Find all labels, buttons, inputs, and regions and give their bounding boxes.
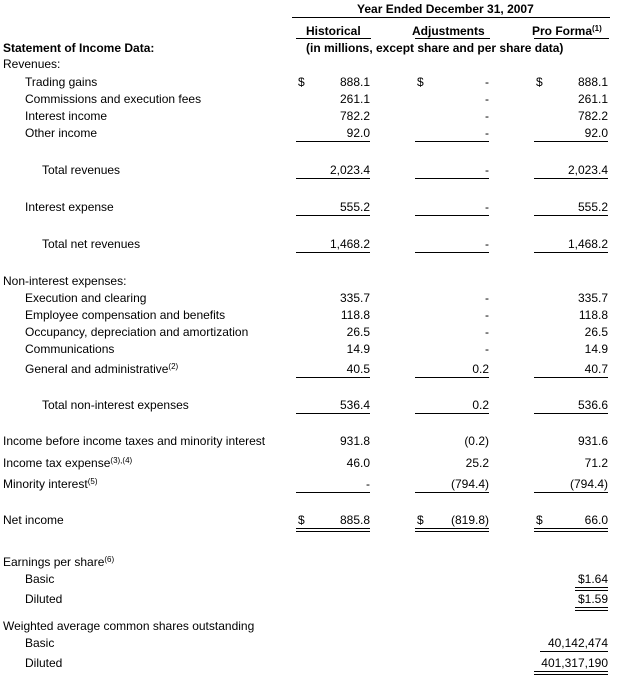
double-underline-rule xyxy=(534,531,608,532)
underline-rule xyxy=(415,377,489,378)
row-label xyxy=(3,555,114,569)
col-adjustments-underline xyxy=(415,38,490,39)
value-pf: 536.6 xyxy=(577,398,608,412)
currency-hist: $ xyxy=(298,513,305,527)
row-label-text: Diluted xyxy=(25,656,63,670)
value-adj: - xyxy=(485,126,489,140)
value-hist: 92.0 xyxy=(346,126,370,140)
row-label xyxy=(25,308,225,322)
value-pf: 888.1 xyxy=(577,75,608,89)
value-adj: - xyxy=(485,325,489,339)
currency-pf: $ xyxy=(536,513,543,527)
underline-rule xyxy=(296,413,370,414)
underline-rule xyxy=(415,252,489,253)
row-label-text: Communications xyxy=(25,342,115,356)
row-label-text: Basic xyxy=(25,636,55,650)
value-adj: (819.8) xyxy=(450,513,489,527)
row-label xyxy=(25,362,178,376)
row-label xyxy=(42,237,140,251)
value-adj: - xyxy=(485,237,489,251)
value-hist: 335.7 xyxy=(339,291,370,305)
value-pf: 335.7 xyxy=(577,291,608,305)
value-adj: - xyxy=(485,75,489,89)
row-label-text: Employee compensation and benefits xyxy=(25,308,226,322)
row-label xyxy=(3,456,132,470)
underline-rule xyxy=(415,528,489,529)
row-label-text: Non-interest expenses: xyxy=(3,274,127,288)
row-label xyxy=(25,109,107,123)
col-proforma-underline xyxy=(534,38,609,39)
double-underline-rule xyxy=(534,674,608,675)
underline-rule xyxy=(534,215,608,216)
row-label xyxy=(25,636,54,650)
row-label-text: Total revenues xyxy=(42,163,121,177)
value-pf: 118.8 xyxy=(578,308,608,322)
underline-rule xyxy=(415,141,489,142)
col-proforma-footnote: (1) xyxy=(592,24,602,33)
row-label-text: Weighted average common shares outstanding xyxy=(3,619,255,633)
row-label xyxy=(25,572,54,586)
value-hist: 14.9 xyxy=(346,342,370,356)
value-adj: - xyxy=(485,200,489,214)
underline-rule xyxy=(415,215,489,216)
value-hist: 26.5 xyxy=(346,325,370,339)
value-hist: 536.4 xyxy=(339,398,370,412)
value-pf: $1.64 xyxy=(577,572,608,586)
row-label xyxy=(42,398,189,412)
row-label-text: Revenues: xyxy=(3,57,61,71)
value-adj: - xyxy=(485,109,489,123)
row-label xyxy=(25,325,248,339)
value-hist: 885.8 xyxy=(339,513,370,527)
value-hist: 46.0 xyxy=(346,456,370,470)
underline-rule xyxy=(296,141,370,142)
underline-rule xyxy=(296,178,370,179)
value-pf: 40.7 xyxy=(584,362,608,376)
value-pf: 66.0 xyxy=(584,513,608,527)
value-adj: 0.2 xyxy=(472,362,489,376)
row-label xyxy=(3,619,254,633)
row-label-text: Earnings per share xyxy=(3,555,105,569)
footnote-ref: (5) xyxy=(87,477,98,486)
row-label-text: Commissions and execution fees xyxy=(25,92,202,106)
value-adj: 25.2 xyxy=(465,456,489,470)
units-note: (in millions, except share and per share data) xyxy=(306,41,564,55)
currency-adj: $ xyxy=(417,513,424,527)
underline-rule xyxy=(415,178,489,179)
row-label xyxy=(25,592,62,606)
row-label-text: Basic xyxy=(25,572,55,586)
value-pf: 71.2 xyxy=(584,456,608,470)
value-hist: - xyxy=(366,477,370,491)
row-label xyxy=(3,434,265,448)
footnote-ref: (6) xyxy=(104,555,115,564)
underline-rule xyxy=(415,492,489,493)
double-underline-rule xyxy=(575,590,608,591)
value-hist: 261.1 xyxy=(339,92,370,106)
value-pf: 261.1 xyxy=(577,92,608,106)
currency-adj: $ xyxy=(417,75,424,89)
row-label-text: Income before income taxes and minority interest xyxy=(3,434,266,448)
col-adjustments: Adjustments xyxy=(412,24,485,38)
row-label xyxy=(3,57,60,71)
value-pf: $1.59 xyxy=(577,592,608,606)
row-label-text: Minority interest xyxy=(3,477,88,491)
value-hist: 888.1 xyxy=(339,75,370,89)
period-underline xyxy=(292,17,610,18)
value-pf: 92.0 xyxy=(584,126,608,140)
currency-hist: $ xyxy=(298,75,305,89)
underline-rule xyxy=(296,492,370,493)
value-hist: 40.5 xyxy=(346,362,370,376)
value-adj: 0.2 xyxy=(472,398,489,412)
underline-rule xyxy=(534,178,608,179)
underline-rule xyxy=(575,607,608,608)
row-label xyxy=(25,656,62,670)
row-label xyxy=(42,163,120,177)
underline-rule xyxy=(575,587,608,588)
value-pf: 555.2 xyxy=(577,200,608,214)
col-proforma: Pro Forma$^{(1)}$ xyxy=(532,24,602,38)
value-pf: 26.5 xyxy=(584,325,608,339)
underline-rule xyxy=(296,215,370,216)
underline-rule xyxy=(415,413,489,414)
value-hist: 1,468.2 xyxy=(329,237,370,251)
row-label-text: Diluted xyxy=(25,592,63,606)
value-adj: - xyxy=(485,92,489,106)
underline-rule xyxy=(296,528,370,529)
row-label-text: Total net revenues xyxy=(42,237,141,251)
row-label-text: Interest income xyxy=(25,109,108,123)
underline-rule xyxy=(534,528,608,529)
row-label-text: Total non-interest expenses xyxy=(42,398,189,412)
value-pf: 782.2 xyxy=(577,109,608,123)
underline-rule xyxy=(534,141,608,142)
value-pf: 2,023.4 xyxy=(567,163,608,177)
footnote-ref: (3),(4) xyxy=(110,456,133,465)
row-label xyxy=(25,126,97,140)
row-label-text: Execution and clearing xyxy=(25,291,147,305)
value-pf: 40,142,474 xyxy=(547,636,608,650)
value-adj: (0.2) xyxy=(464,434,489,448)
row-label xyxy=(25,92,201,106)
row-label xyxy=(3,274,126,288)
row-label-text: Other income xyxy=(25,126,98,140)
underline-rule xyxy=(296,252,370,253)
underline-rule xyxy=(534,492,608,493)
value-adj: - xyxy=(485,163,489,177)
row-label xyxy=(3,513,64,527)
value-pf: 14.9 xyxy=(584,342,608,356)
row-label-text: General and administrative xyxy=(25,362,169,376)
double-underline-rule xyxy=(296,531,370,532)
row-label xyxy=(25,291,146,305)
row-label-text: Net income xyxy=(3,513,64,527)
section-title: Statement of Income Data: xyxy=(3,41,155,55)
double-underline-rule xyxy=(415,531,489,532)
double-underline-rule xyxy=(575,610,608,611)
col-historical-underline xyxy=(296,38,371,39)
row-label xyxy=(25,75,97,89)
underline-rule xyxy=(534,413,608,414)
value-hist: 555.2 xyxy=(339,200,370,214)
value-adj: (794.4) xyxy=(450,477,489,491)
underline-rule xyxy=(534,252,608,253)
value-pf: 1,468.2 xyxy=(567,237,608,251)
currency-pf: $ xyxy=(536,75,543,89)
underline-rule xyxy=(296,377,370,378)
row-label-text: Occupancy, depreciation and amortization xyxy=(25,325,249,339)
row-label xyxy=(25,200,114,214)
row-label xyxy=(3,477,97,491)
value-adj: - xyxy=(485,291,489,305)
value-adj: - xyxy=(485,342,489,356)
value-pf: (794.4) xyxy=(569,477,608,491)
value-pf: 931.6 xyxy=(577,434,608,448)
value-hist: 931.8 xyxy=(339,434,370,448)
col-historical: Historical xyxy=(306,24,361,38)
underline-rule xyxy=(534,377,608,378)
footnote-ref: (2) xyxy=(168,362,179,371)
row-label-text: Interest expense xyxy=(25,200,114,214)
value-hist: 2,023.4 xyxy=(329,163,370,177)
underline-rule xyxy=(540,651,608,652)
value-pf: 401,317,190 xyxy=(541,656,608,670)
value-hist: 118.8 xyxy=(340,308,370,322)
row-label-text: Trading gains xyxy=(25,75,98,89)
value-hist: 782.2 xyxy=(339,109,370,123)
underline-rule xyxy=(534,671,608,672)
row-label xyxy=(25,342,114,356)
row-label-text: Income tax expense xyxy=(3,456,111,470)
value-adj: - xyxy=(485,308,489,322)
